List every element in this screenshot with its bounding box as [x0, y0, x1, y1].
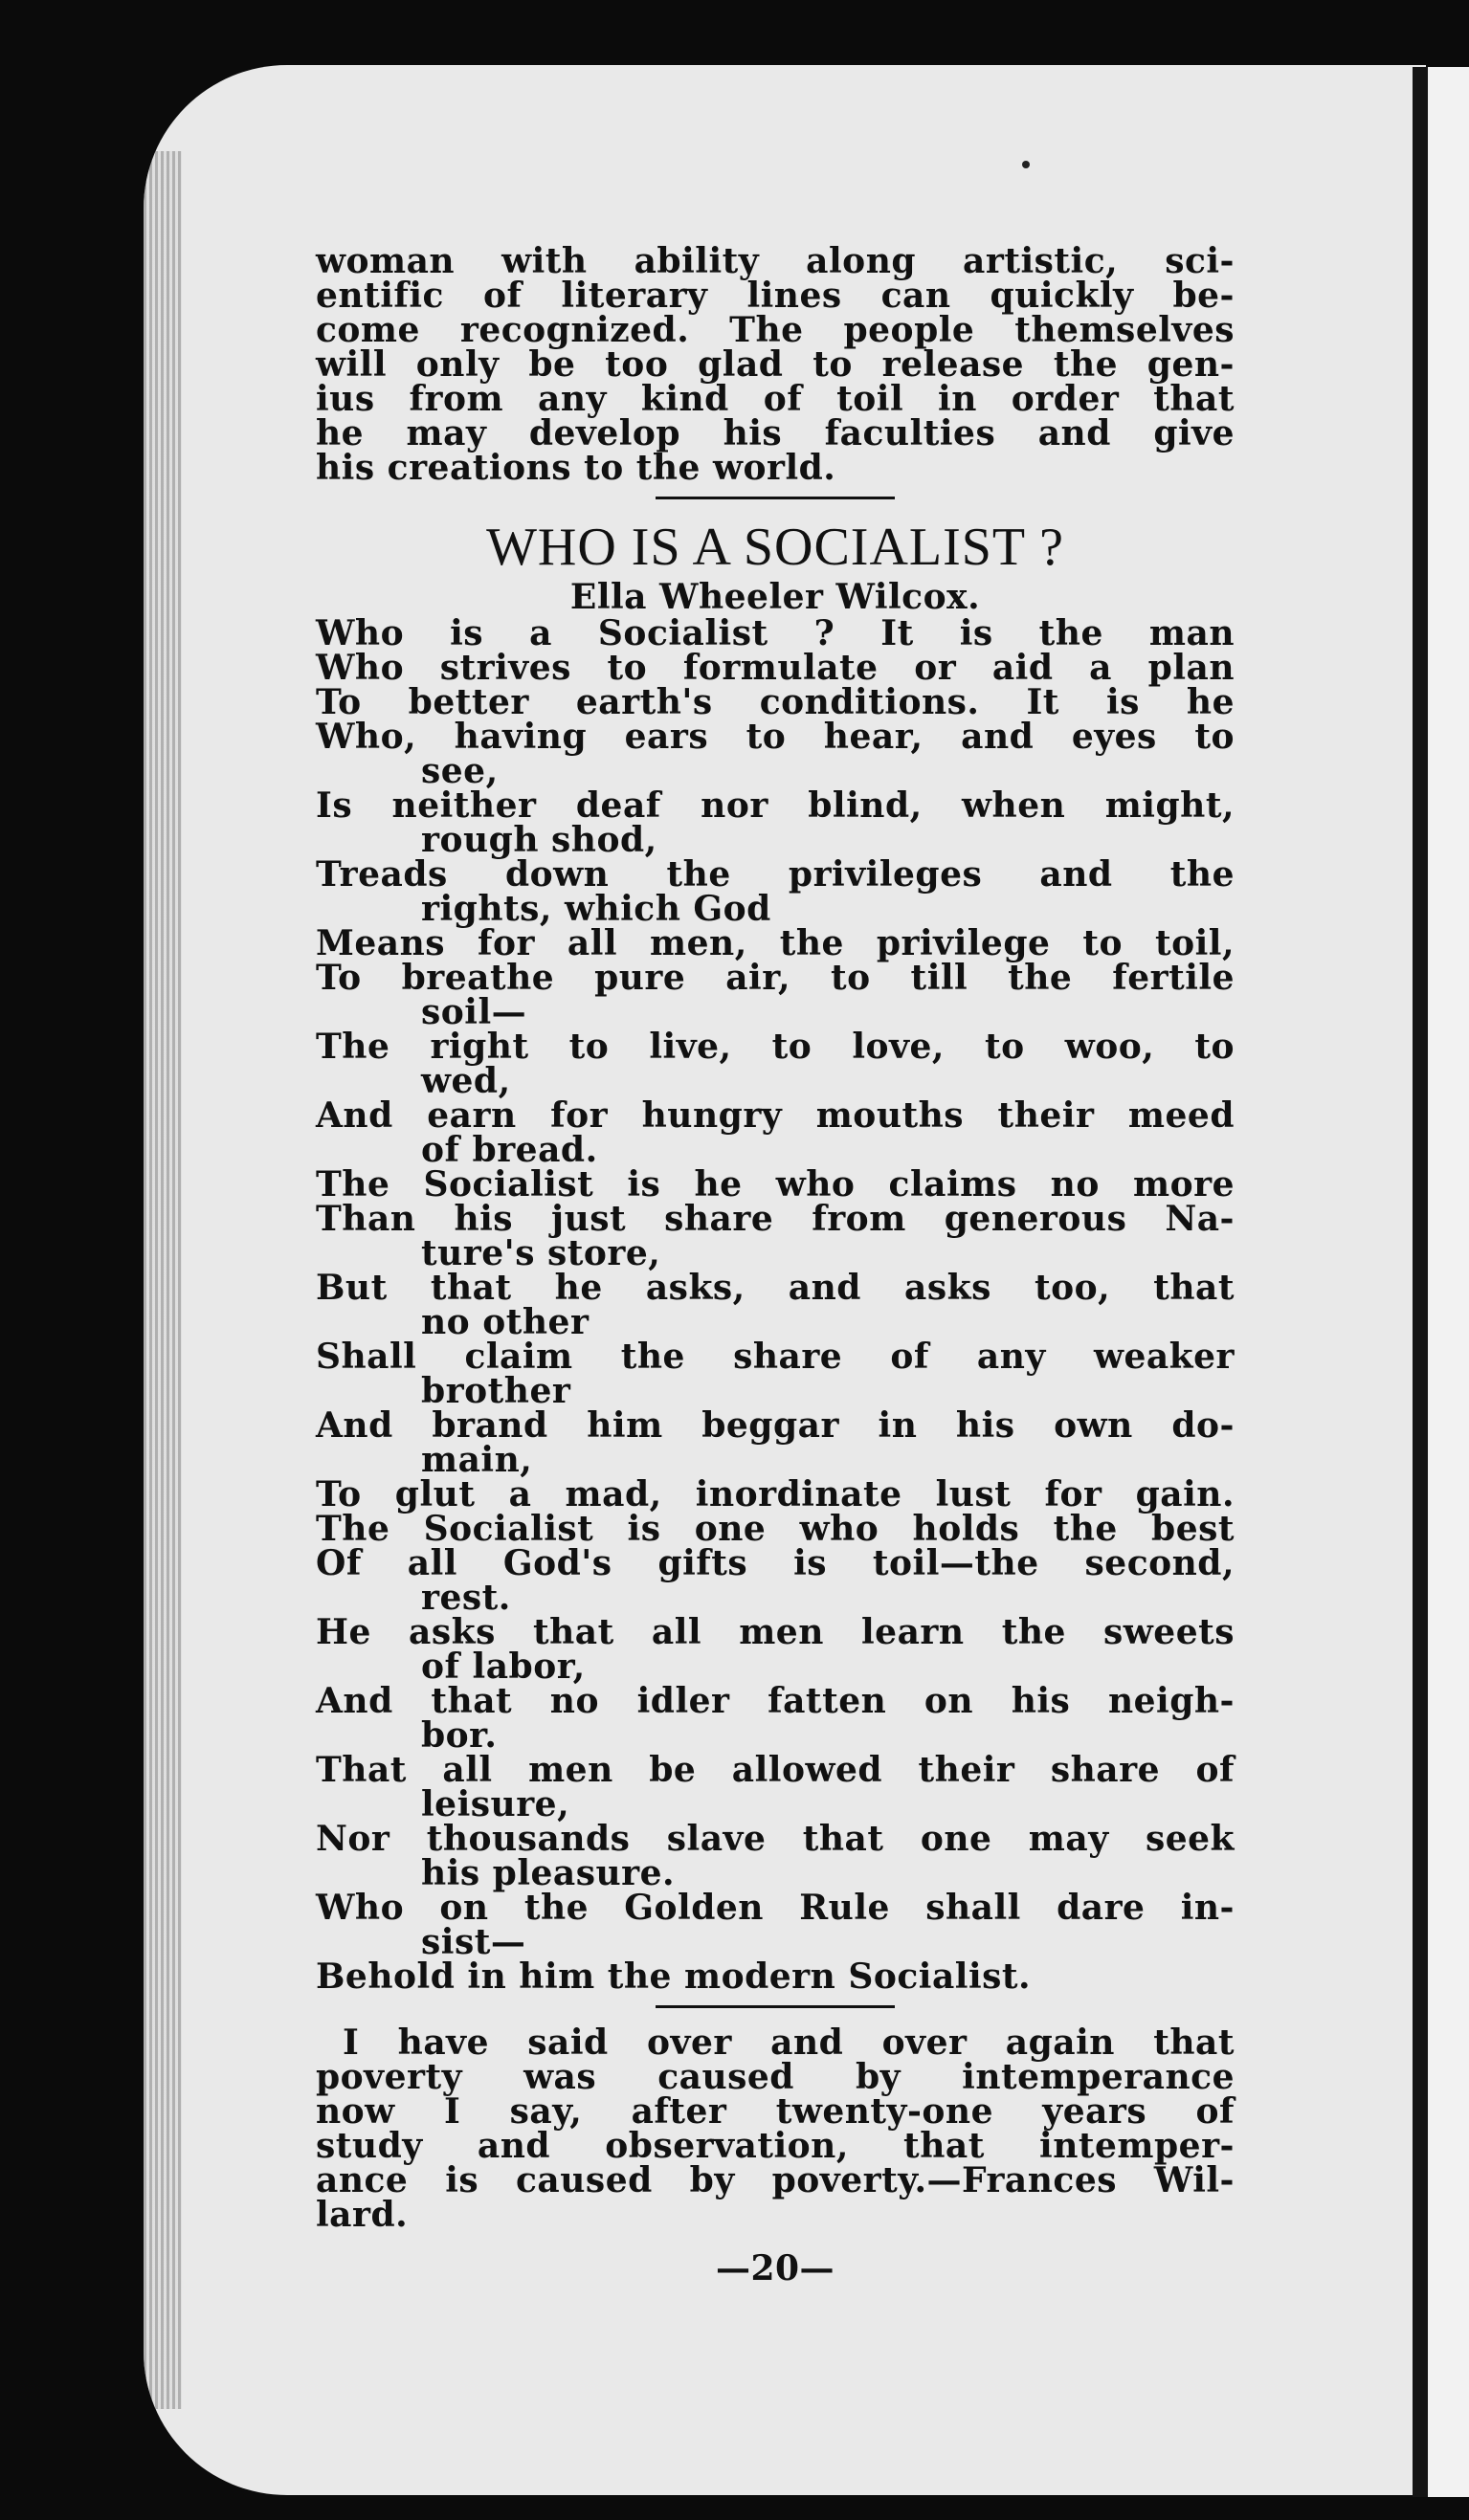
poem-line: Treads down the privileges and the [316, 854, 1235, 895]
paragraph-line: come recognized. The people themselves [316, 310, 1235, 350]
poem-line: To breathe pure air, to till the fertile [316, 958, 1235, 998]
poem-line: wed, [421, 1061, 511, 1101]
poem-title: WHO IS A SOCIALIST ? [486, 518, 1064, 577]
poem-line: Than his just share from generous Na- [316, 1199, 1235, 1239]
poem-line: Shall claim the share of any weaker [316, 1337, 1235, 1377]
poem-line: And that no idler fatten on his neigh- [316, 1681, 1235, 1721]
poem-line: Of all God's gifts is toil—the second, [316, 1543, 1235, 1583]
poem-line: Who on the Golden Rule shall dare in- [316, 1888, 1235, 1928]
poem-line: soil— [421, 992, 527, 1032]
paragraph-line: ius from any kind of toil in order that [316, 379, 1235, 419]
quote-line: lard. [316, 2195, 409, 2235]
quote-line: I have said over and over again that [343, 2023, 1235, 2063]
poem-line: see, [421, 751, 499, 791]
quote-paragraph [316, 2023, 1235, 2235]
poem-line: Means for all men, the privilege to toil, [316, 923, 1235, 963]
poem-body [316, 613, 1235, 1997]
poem-line: of bread. [421, 1130, 598, 1170]
poem-line: Who is a Socialist ? It is the man [316, 613, 1235, 653]
poem-line: his pleasure. [421, 1853, 676, 1893]
poem-line: Behold in him the modern Socialist. [316, 1956, 1032, 1997]
poem-line: To better earth's conditions. It is he [316, 682, 1235, 722]
page-edge [144, 151, 182, 2409]
poem-line: rough shod, [421, 820, 657, 860]
paragraph-line: woman with ability along artistic, sci- [316, 241, 1235, 281]
poem-line: of labor, [421, 1647, 586, 1687]
page-text [316, 241, 1235, 2288]
poem-line: rights, which God [421, 889, 771, 929]
poem-line: Is neither deaf nor blind, when might, [316, 785, 1235, 826]
poem-line: ture's store, [421, 1233, 661, 1273]
quote-line: study and observation, that intemper- [316, 2126, 1235, 2166]
poem-line: main, [421, 1440, 533, 1480]
poem-line: And brand him beggar in his own do- [316, 1405, 1235, 1446]
paragraph-line: will only be too glad to release the gen- [316, 344, 1235, 385]
poem-line: sist— [421, 1922, 526, 1962]
poem-line: leisure, [421, 1784, 570, 1824]
quote-line: ance is caused by poverty.—Frances Wil- [316, 2160, 1235, 2200]
section-divider [656, 497, 895, 499]
poem-line: The Socialist is he who claims no more [316, 1164, 1235, 1205]
poem-line: And earn for hungry mouths their meed [316, 1095, 1235, 1136]
section-divider [656, 2005, 895, 2008]
poem-line: Who strives to formulate or aid a plan [316, 648, 1235, 688]
paragraph-line: he may develop his faculties and give [316, 413, 1235, 453]
facing-page-margin [1428, 67, 1469, 2497]
poem-line: Who, having ears to hear, and eyes to [316, 717, 1235, 757]
book-gutter [1413, 67, 1428, 2497]
page-number: —20— [715, 2248, 835, 2288]
poem-line: bor. [421, 1715, 498, 1756]
poem-line: But that he asks, and asks too, that [316, 1268, 1235, 1308]
poem-line: brother [421, 1371, 571, 1411]
poem-line: Nor thousands slave that one may seek [316, 1819, 1235, 1859]
poem-line: The Socialist is one who holds the best [316, 1509, 1235, 1549]
poem-line: no other [421, 1302, 590, 1342]
paragraph-line: entific of literary lines can quickly be- [316, 276, 1235, 316]
quote-line: now I say, after twenty-one years of [316, 2091, 1235, 2132]
poem-line: That all men be allowed their share of [316, 1750, 1235, 1790]
poem-line: rest. [421, 1578, 511, 1618]
poem-line: The right to live, to love, to woo, to [316, 1027, 1235, 1067]
intro-paragraph [316, 241, 1235, 488]
paragraph-line: his creations to the world. [316, 448, 836, 488]
quote-line: poverty was caused by intemperance [316, 2057, 1235, 2097]
poem-author: Ella Wheeler Wilcox. [569, 577, 981, 617]
ink-speck [1022, 161, 1030, 168]
poem-line: To glut a mad, inordinate lust for gain. [316, 1474, 1235, 1514]
poem-line: He asks that all men learn the sweets [316, 1612, 1235, 1652]
